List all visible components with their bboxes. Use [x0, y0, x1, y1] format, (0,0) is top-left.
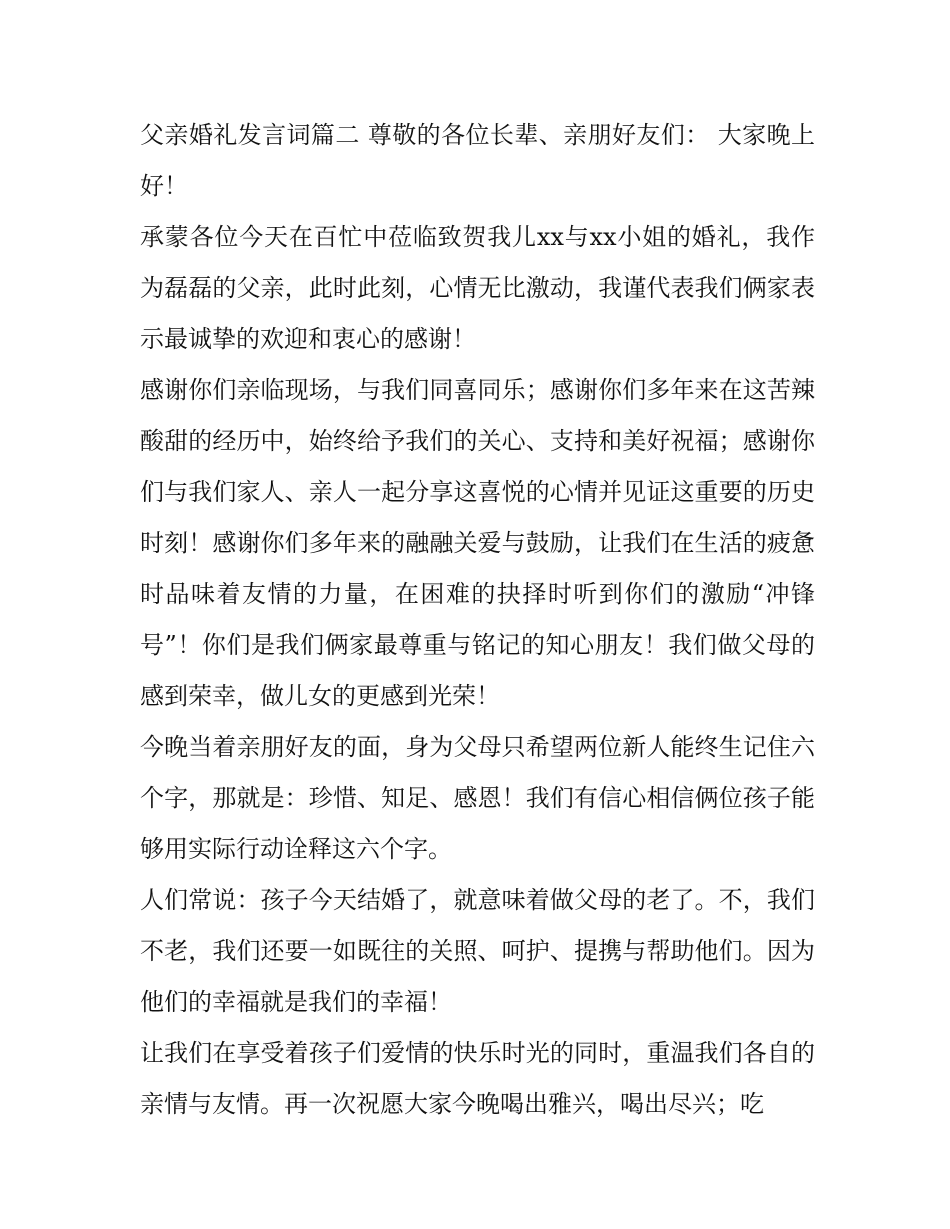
- paragraph-title-greeting: 父亲婚礼发言词篇二 尊敬的各位长辈、亲朋好友们： 大家晚上好！: [140, 121, 815, 200]
- document-body: [140, 110, 815, 1130]
- paragraph-thanks: 感谢你们亲临现场，与我们同喜同乐；感谢你们多年来在这苦辣酸甜的经历中，始终给予我们的关心、支持和美好祝福；感谢你们与我们家人、亲人一起分享这喜悦的心情并见证这重要的历史时刻！感谢你们多年来的融融关爱与鼓励，让我们在生活的疲惫时品味着友情的力量，在困难的抉择时听到你们的激励“冲锋号”！你们是我们俩家最尊重与铭记的知心朋友！我们做父母的感到荣幸，做儿女的更感到光荣！: [140, 376, 815, 710]
- paragraph-six-words: 今晚当着亲朋好友的面，身为父母只希望两位新人能终生记住六个字，那就是：珍惜、知足、感恩！我们有信心相信俩位孩子能够用实际行动诠释这六个字。: [140, 733, 815, 863]
- paragraph-not-old: 人们常说：孩子今天结婚了，就意味着做父母的老了。不，我们不老，我们还要一如既往的关照、呵护、提携与帮助他们。因为他们的幸福就是我们的幸福！: [140, 886, 815, 1016]
- paragraph-closing: 让我们在享受着孩子们爱情的快乐时光的同时，重温我们各自的亲情与友情。再一次祝愿大家今晚喝出雅兴，喝出尽兴；吃: [140, 1039, 815, 1118]
- paragraph-welcome: 承蒙各位今天在百忙中莅临致贺我儿xx与xx小姐的婚礼，我作为磊磊的父亲，此时此刻，心情无比激动，我谨代表我们俩家表示最诚挚的欢迎和衷心的感谢！: [140, 223, 815, 353]
